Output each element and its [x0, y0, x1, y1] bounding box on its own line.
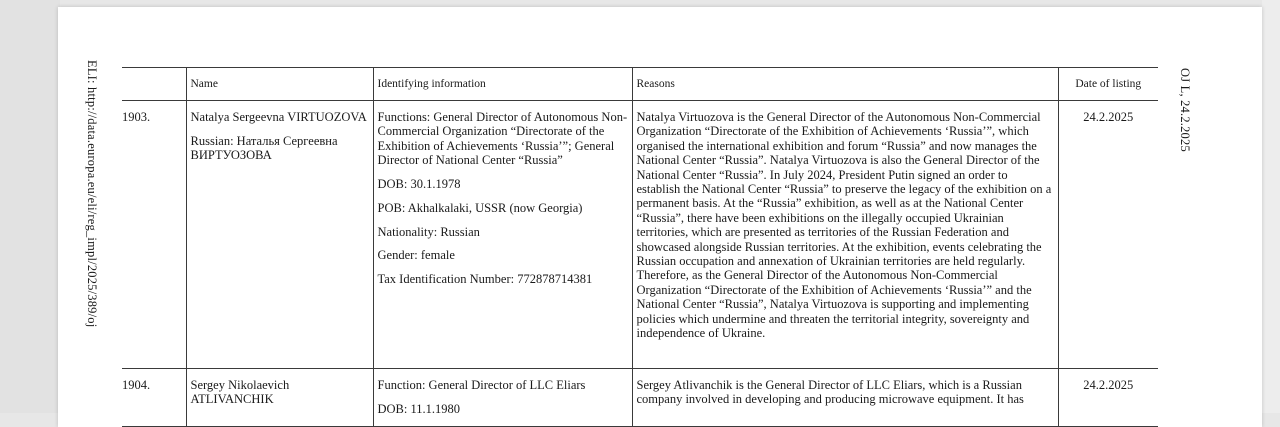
header-reasons: Reasons: [632, 68, 1058, 101]
info-function: Function: General Director of LLC Eliars: [377, 378, 586, 392]
table-row: [122, 369, 1158, 427]
entry-reasons: Natalya Virtuozova is the General Director of the Autonomous Non-Commercial Organization “Directorate of the Exhibition of Achievements ‘Russia’”, which organised the international exhibition and forum “Russia” and now manages the National Center “Russia”. Natalya Virtuozova is also the General Director of the National Center “Russia”. In July 2024, President Putin signed an order to establish the National Center “Russia” to preserve the legacy of the exhibition on a permanent basis. At the “Russia” exhibition, as well as at the National Center “Russia”, there have been exhibitions on the illegally occupied Ukrainian territories, which are presented as territories of the Russian Federation and showcased alongside Russian territories. At the exhibition, events celebrating the Russian occupation and annexation of Ukrainian territories are held regularly. Therefore, as the General Director of the Autonomous Non-Commercial Organization “Directorate of the Exhibition of Achievements ‘Russia’” and the National Center “Russia”, Natalya Virtuozova is supporting and implementing policies which undermine and threaten the territorial integrity, sovereignty and independence of Ukraine.: [632, 101, 1058, 369]
background-right: [1262, 0, 1280, 413]
header-date-of-listing: Date of listing: [1058, 68, 1158, 101]
info-pob: POB: Akhalkalaki, USSR (now Georgia): [377, 200, 583, 215]
info-tax-id: Tax Identification Number: 772878714381: [377, 272, 593, 287]
entry-date-of-listing: 24.2.2025: [1058, 101, 1158, 369]
header-name: Name: [186, 68, 373, 101]
entry-name-russian: Russian: Наталья Сергеевна ВИРТУОЗОВА: [190, 133, 338, 163]
entry-reasons: Sergey Atlivanchik is the General Director of LLC Eliars, which is a Russian company involved in developing and producing microwave equipment. It has: [632, 369, 1058, 427]
entry-number: 1903.: [122, 101, 186, 369]
header-number: [122, 68, 186, 101]
background-left: [0, 0, 60, 413]
info-functions: Functions: General Director of Autonomous Non-Commercial Organization “Directorate of the Exhibition of Achievements ‘Russia’”; General Director of National Center “Russia”: [377, 110, 628, 168]
table-row: [122, 101, 1158, 369]
info-dob: DOB: 11.1.1980: [377, 401, 461, 416]
entry-date-of-listing: 24.2.2025: [1058, 369, 1158, 427]
eli-margin-text: ELI: http://data.europa.eu/eli/reg_impl/2025/389/oj: [85, 60, 99, 328]
entry-number: 1904.: [122, 369, 186, 427]
table-header-row: [122, 68, 1158, 101]
header-identifying-information: Identifying information: [373, 68, 632, 101]
entry-identifying-info-cell: [373, 101, 632, 369]
info-gender: Gender: female: [377, 248, 455, 263]
entry-identifying-info-cell: [373, 369, 632, 427]
oj-margin-text: OJ L, 24.2.2025: [1178, 68, 1192, 152]
listing-table: [122, 67, 1158, 427]
entry-name-cell: [186, 101, 373, 369]
entry-name: Sergey Nikolaevich ATLIVANCHIK: [190, 378, 290, 407]
entry-name-cell: [186, 369, 373, 427]
entry-name: Natalya Sergeevna VIRTUOZOVA: [190, 110, 367, 124]
info-dob: DOB: 30.1.1978: [377, 177, 461, 192]
info-nationality: Nationality: Russian: [377, 224, 480, 239]
